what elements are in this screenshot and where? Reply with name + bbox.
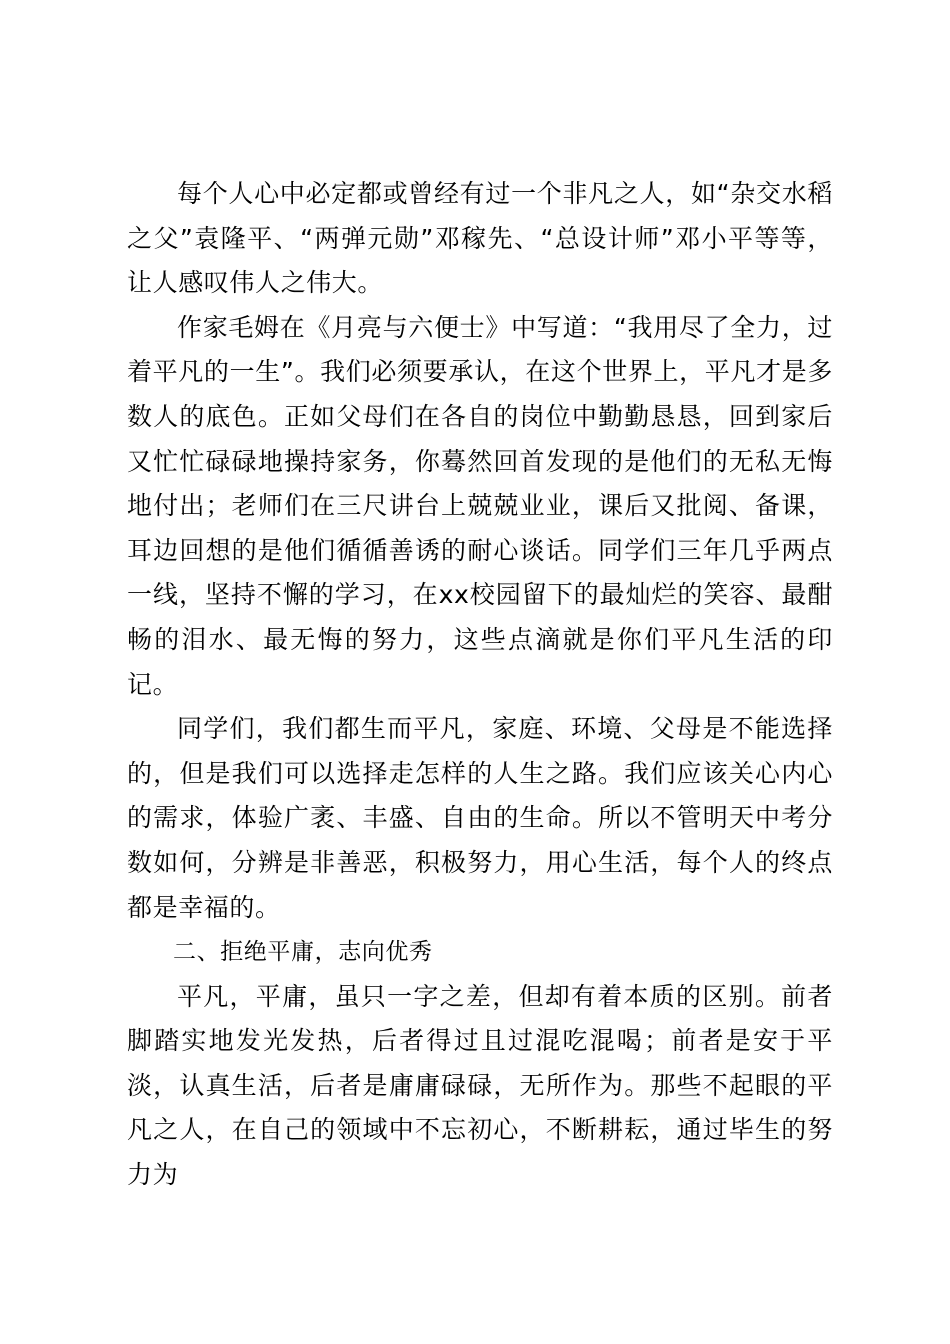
paragraph-choose-path: 同学们，我们都生而平凡，家庭、环境、父母是不能选择的，但是我们可以选择走怎样的人生之路。我们应该关心内心的需求，体验广袤、丰盛、自由的生命。所以不管明天中考分数如何，分辨是非善恶，积极努力，用心生活，每个人的终点都是幸福的。 (127, 714, 833, 922)
section-heading: 二、拒绝平庸，志向优秀 (173, 939, 433, 966)
document-body (127, 172, 833, 1198)
paragraph-ordinary-vs-mediocre: 平凡，平庸，虽只一字之差，但却有着本质的区别。前者脚踏实地发光发热，后者得过且过混吃混喝；前者是安于平淡，认真生活，后者是庸庸碌碌，无所作为。那些不起眼的平凡之人，在自己的领域中不忘初心，不断耕耘，通过毕生的努力为 (127, 981, 833, 1190)
paragraph-extraordinary-people: 每个人心中必定都或曾经有过一个非凡之人，如“杂交水稻之父”袁隆平、“两弹元勋”邓稼先、“总设计师”邓小平等等，让人感叹伟人之伟大。 (127, 179, 833, 298)
paragraph-ordinary-life: 作家毛姆在《月亮与六便士》中写道：“我用尽了全力，过着平凡的一生”。我们必须要承认，在这个世界上，平凡才是多数人的底色。正如父母们在各自的岗位中勤勤恳恳，回到家后又忙忙碌碌地操持家务，你蓦然回首发现的是他们的无私无悔地付出；老师们在三尺讲台上兢兢业业，课后又批阅、备课，耳边回想的是他们循循善诱的耐心谈话。同学们三年几乎两点一线，坚持不懈的学习，在xx校园留下的最灿烂的笑容、最酣畅的泪水、最无悔的努力，这些点滴就是你们平凡生活的印记。 (127, 312, 833, 699)
